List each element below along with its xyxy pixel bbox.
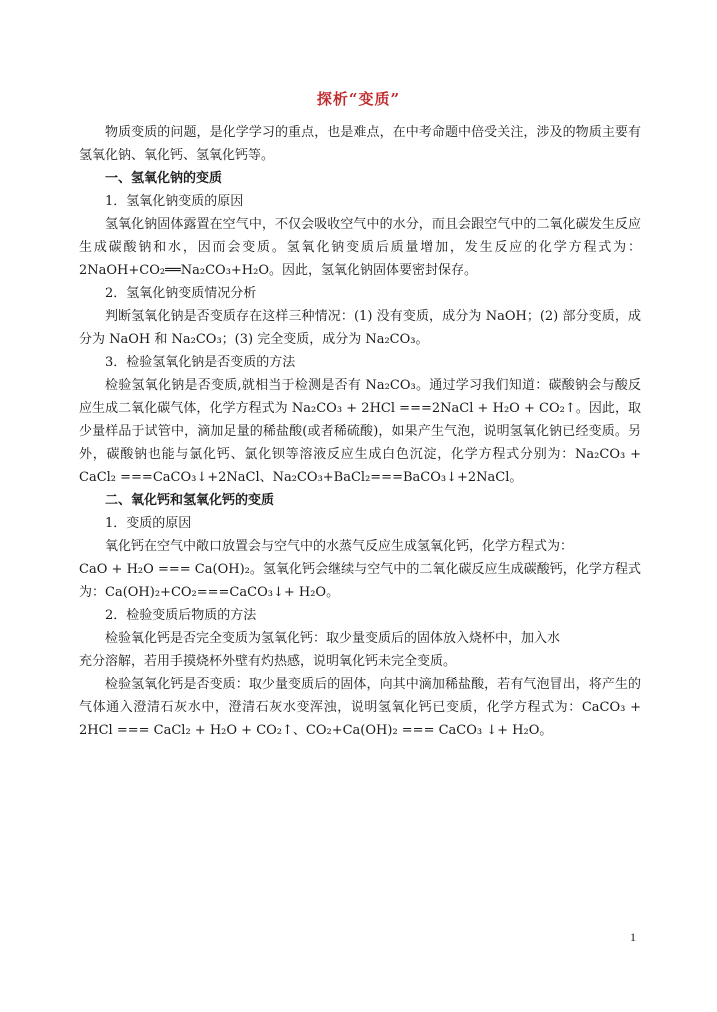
paragraph: 1．氢氧化钠变质的原因 bbox=[105, 194, 244, 209]
page-number: 1 bbox=[630, 930, 636, 944]
paragraph: 2．氢氧化钠变质情况分析 bbox=[105, 286, 257, 301]
paragraph: 物质变质的问题，是化学学习的重点，也是难点，在中考命题中倍受关注，涉及的物质主要有氢氧化钠、氧化钙、氢氧化钙等。 bbox=[79, 125, 641, 163]
paragraph: 充分溶解，若用手摸烧杯外壁有灼热感，说明氧化钙未完全变质。 bbox=[79, 654, 457, 669]
paragraph: 2．检验变质后物质的方法 bbox=[105, 608, 257, 623]
paragraph: 3．检验氢氧化钠是否变质的方法 bbox=[105, 355, 296, 370]
section-heading: 一、氢氧化钠的变质 bbox=[105, 171, 223, 186]
document-title: 探析“变质” bbox=[316, 90, 401, 108]
paragraph: 氢氧化钠固体露置在空气中，不仅会吸收空气中的水分，而且会跟空气中的二氧化碳发生反应生成碳酸钠和水，因而会变质。氢氧化钠变质后质量增加，发生反应的化学方程式为：2NaOH+CO₂══Na₂CO₃+H₂O。因此，氢氧化钠固体要密封保存。 bbox=[79, 217, 641, 278]
paragraph: 检验氧化钙是否完全变质为氢氧化钙：取少量变质后的固体放入烧杯中，加入水 bbox=[105, 631, 561, 646]
paragraph: 1．变质的原因 bbox=[105, 516, 192, 531]
paragraph: 检验氢氧化钠是否变质,就相当于检测是否有 Na₂CO₃。通过学习我们知道：碳酸钠会与酸反应生成二氧化碳气体，化学方程式为 Na₂CO₃ + 2HCl ===2NaCl + H₂O + CO₂↑。因此，取少量样品于试管中，滴加足量的稀盐酸(或者稀硫酸)，如果产生气泡，说明氢氧化钠已经变质。另外，碳酸钠也能与氯化钙、氯化钡等溶液反应生成白色沉淀，化学方程式分别为：Na₂CO₃ + CaCl₂ ===CaCO₃↓+2NaCl、Na₂CO₃+BaCl₂===BaCO₃↓+2NaCl。 bbox=[79, 378, 641, 485]
paragraph: CaO + H₂O === Ca(OH)₂。氢氧化钙会继续与空气中的二氧化碳反应生成碳酸钙，化学方程式为：Ca(OH)₂+CO₂===CaCO₃↓+ H₂O。 bbox=[79, 562, 641, 600]
paragraph: 判断氢氧化钠是否变质存在这样三种情况：(1) 没有变质，成分为 NaOH；(2) 部分变质，成分为 NaOH 和 Na₂CO₃；(3) 完全变质，成分为 Na₂CO₃。 bbox=[79, 309, 641, 347]
document-body bbox=[79, 121, 641, 742]
paragraph: 氧化钙在空气中敞口放置会与空气中的水蒸气反应生成氢氧化钙，化学方程式为： bbox=[105, 539, 574, 554]
section-heading: 二、氧化钙和氢氧化钙的变质 bbox=[105, 493, 275, 508]
paragraph: 检验氢氧化钙是否变质：取少量变质后的固体，向其中滴加稀盐酸，若有气泡冒出，将产生的气体通入澄清石灰水中，澄清石灰水变浑浊，说明氢氧化钙已变质，化学方程式为：CaCO₃ + 2HCl === CaCl₂ + H₂O + CO₂↑、CO₂+Ca(OH)₂ === CaCO₃ ↓+ H₂O。 bbox=[79, 677, 641, 738]
